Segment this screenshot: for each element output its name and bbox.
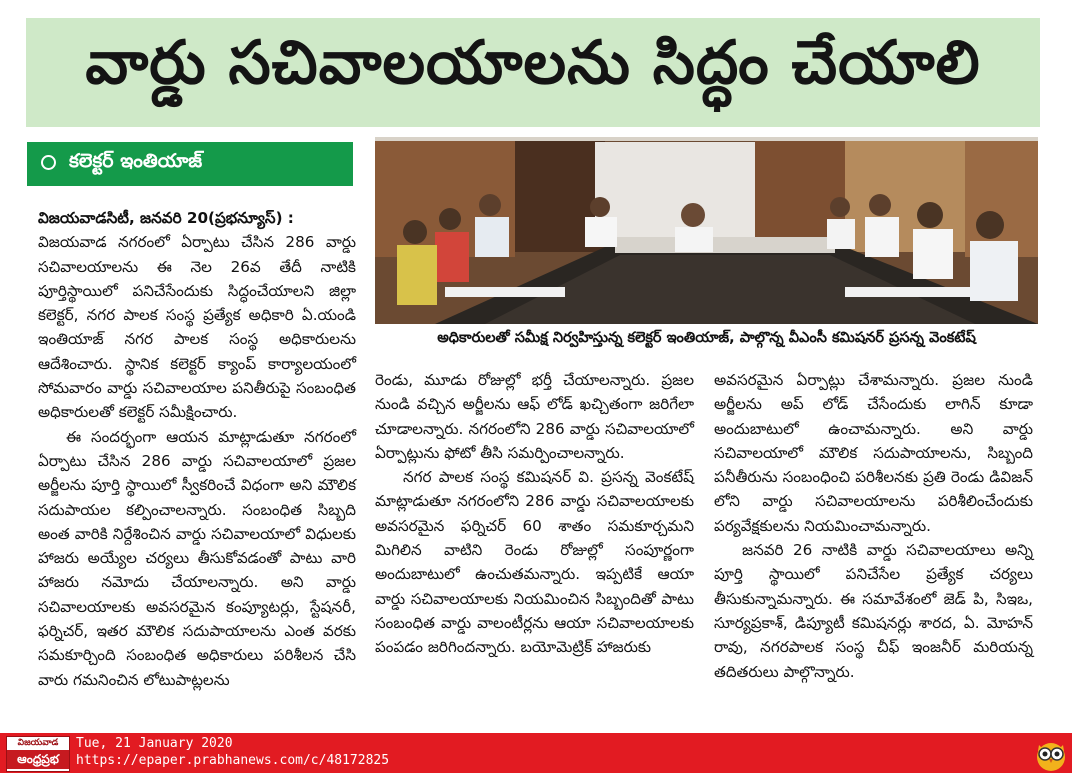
footer-bar [0, 733, 1072, 773]
paragraph: అవసరమైన ఏర్పాట్లు చేశామన్నారు. ప్రజల నుండి అర్జీలను అప్ లోడ్ చేసేందుకు లాగిన్ కూడా అందుబాటులో ఉంచామన్నారు. అని వార్డు సచివాలయాలో మౌలిక సదుపాయాలను, సిబ్బంది పనీతీరును సంబంధించి పరిశీలనకు ప్రతి రెండు డివిజన్ లోని వార్డు సచివాలయాలను పరిశీలించేందుకు పర్యవేక్షకులను నియమించామన్నారు. [714, 371, 1033, 535]
meeting-photo-image [375, 137, 1038, 324]
paragraph: ఈ సందర్భంగా ఆయన మాట్లాడుతూ నగరంలో ఏర్పాటు చేసిన 286 వార్డు సచివాలయాలో ప్రజల అర్జీలను పూర్తి స్థాయిలో స్వీకరించే విధంగా అని మౌలిక సదుపాయల కల్పించాలన్నారు. సంబంధిత సిబ్బది అంత వారికి నిర్దేశించిన వార్డు సచివాలయాలో విధులకు హాజరు అయ్యేల చర్యలు తీసుకోవడంతో పాటు వారి హాజరు నమోదు చేయాలన్నారు. అని వార్డు సచివాలయాలకు అవసరమైన కంప్యూటర్లు, స్టేషనరీ, ఫర్నిచర్, ఇతర మౌలిక సదుపాయాలను ఎంత వరకు సమకూర్చింది సంబంధిత అధికారులు పరిశీలన చేసి వారు గమనించిన లోటుపాట్లలను [38, 427, 356, 689]
newspaper-logo [6, 736, 70, 772]
article-column-2 [375, 368, 694, 660]
article-column-1 [38, 206, 356, 692]
owl-icon [1032, 735, 1070, 773]
headline: వార్డు సచివాలయాలను సిద్ధం చేయాలి [85, 28, 981, 98]
footer-date: Tue, 21 January 2020 [76, 736, 233, 751]
circle-bullet-icon [41, 155, 56, 170]
logo-brand: ఆంధ్రప్రభ [7, 750, 69, 769]
byline-box [27, 142, 353, 186]
dateline: విజయవాడసిటీ, జనవరి 20(ప్రభన్యూస్) : [38, 209, 294, 227]
paragraph: విజయవాడ నగరంలో ఏర్పాటు చేసిన 286 వార్డు సచివాలయాలను ఈ నెల 26వ తేదీ నాటికి పూర్తిస్థాయిలో పనిచేసేందుకు సిద్ధంచేయాలని జిల్లా కలెక్టర్, నగర పాలక సంస్థ ప్రత్యేక అధికారి ఏ.యండి ఇంతియాజ్ నగర పాలక సంస్థ అధికారులను ఆదేశించారు. స్థానిక కలెక్టర్ క్యాంప్ కార్యాలయంలో సోమవారం వార్డు సచివాలయాల పనితీరుపై సంబంధిత అధికారులతో కలెక్టర్ సమీక్షించారు. [38, 233, 356, 422]
meeting-photo [375, 137, 1038, 324]
article-column-3 [714, 368, 1033, 684]
paragraph: నగర పాలక సంస్థ కమిషనర్ వి. ప్రసన్న వెంకటేష్ మాట్లాడుతూ నగరంలోని 286 వార్డు సచివాలయాలకు అవసరమైన ఫర్నిచర్ 60 శాతం సమకూర్చమని మిగిలిన వాటిని రెండు రోజుల్లో సంపూర్ణంగా అందుబాటులో ఉంచుతమన్నారు. ఇప్పటికే ఆయా వార్డు సచివాలయాలకు నియమించిన సిబ్బందితో పాటు సంబంధిత వార్డు వాలంటీర్లను ఆయా సచివాలయాలకు పంపడం జరిగిందన్నారు. బయోమెట్రిక్ హాజరుకు [375, 468, 694, 657]
footer-url[interactable]: https://epaper.prabhanews.com/c/48172825 [76, 753, 390, 768]
photo-caption: అధికారులతో సమీక్ష నిర్వహిస్తున్న కలెక్టర్ ఇంతియాజ్, పాల్గొన్న వీఎంసీ కమిషనర్ ప్రసన్న వెంకటేష్ [437, 330, 976, 346]
logo-edition: విజయవాడ [17, 738, 59, 748]
paragraph: జనవరి 26 నాటికి వార్డు సచివాలయాలు అన్ని పూర్తి స్థాయిలో పనిచేసేల ప్రత్యేక చర్యలు తీసుకున్నామన్నారు. ఈ సమావేశంలో జెడ్ పి, సిఇఒ, సూర్యప్రకాశ్, డిప్యూటీ కమిషనర్లు శారద, ఏ. మోహన్ రావు, నగరపాలక సంస్థ చీఫ్ ఇంజనీర్ మరియన్న తదితరులు పాల్గొన్నారు. [714, 541, 1033, 681]
byline-name: కలెక్టర్ ఇంతియాజ్ [69, 150, 203, 172]
headline-band [26, 18, 1040, 127]
paragraph: రెండు, మూడు రోజుల్లో భర్తీ చేయాలన్నారు. ప్రజల నుండి వచ్చిన అర్జీలను ఆఫ్ లోడ్ ఖచ్చితంగా జరిగేలా చూడాలన్నారు. నగరంలోని 286 వార్డు సచివాలయాలో ఏర్పాట్లును ఫోటో తీసి సమర్పించాలన్నారు. [375, 371, 694, 462]
